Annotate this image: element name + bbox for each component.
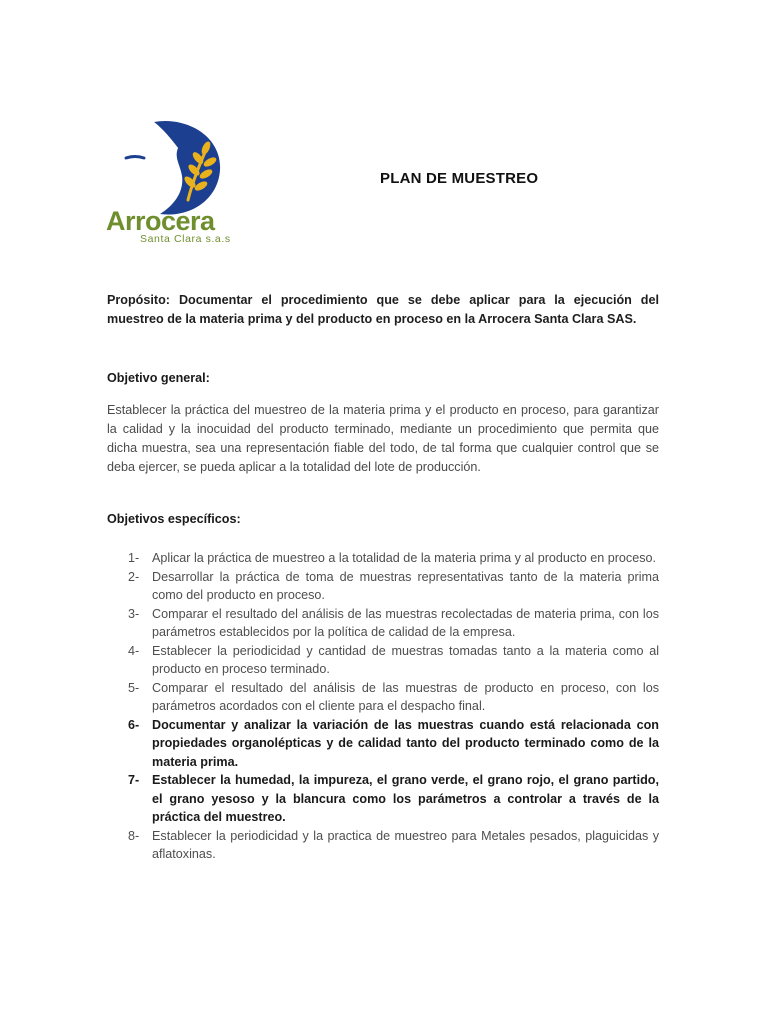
general-objective-text: Establecer la práctica del muestreo de la materia prima y el producto en proceso, para garantizar la calidad y la inocuidad del producto terminado, mediante un procedimiento que permita que dicha muestra, sea una representación fiable del todo, de tal forma que cualquier control que se deba ejercer, se pueda aplicar a la totalidad del lote de producción. <box>107 403 659 474</box>
list-item-number: 3- <box>128 606 140 621</box>
specific-objectives-list <box>107 549 659 864</box>
list-item <box>107 716 659 772</box>
list-item-text: Documentar y analizar la variación de las muestras cuando está relacionada con propiedades organolépticas y de calidad tanto del producto terminado como de la materia prima. <box>152 717 659 769</box>
document-title: PLAN DE MUESTREO <box>380 170 539 187</box>
list-item-text: Comparar el resultado del análisis de las muestras de producto en proceso, con los parámetros acordados con el cliente para el despacho final. <box>152 680 659 713</box>
list-item-number: 2- <box>128 569 140 584</box>
list-item <box>107 827 659 864</box>
specific-objectives-heading: Objetivos específicos: <box>107 512 241 526</box>
list-item-number: 1- <box>128 551 140 565</box>
purpose-paragraph <box>107 291 659 329</box>
list-item-text: Establecer la humedad, la impureza, el grano verde, el grano rojo, el grano partido, el grano yesoso y la blancura como los parámetros a controlar a través de la práctica del muestreo. <box>152 773 659 824</box>
company-logo <box>104 118 231 248</box>
list-item <box>107 771 659 827</box>
list-item-number: 7- <box>128 773 140 787</box>
list-item-text: Establecer la periodicidad y cantidad de muestras tomadas tanto a la materia como al producto en proceso terminado. <box>152 643 659 676</box>
general-objective-heading: Objetivo general: <box>107 371 210 385</box>
purpose-label: Propósito: <box>107 293 170 307</box>
list-item-text: Aplicar la práctica de muestreo a la totalidad de la materia prima y al producto en proceso. <box>152 551 657 565</box>
logo-name-text: Arrocera <box>106 206 215 236</box>
list-item <box>107 568 659 605</box>
list-item-number: 5- <box>128 680 140 695</box>
list-item-number: 4- <box>128 643 140 658</box>
logo-emblem-icon <box>124 118 224 218</box>
list-item-text: Desarrollar la práctica de toma de muestras representativas tanto de la materia prima como del producto en proceso. <box>152 569 659 602</box>
logo-subtitle-text: Santa Clara s.a.s <box>140 233 231 245</box>
list-item <box>107 642 659 679</box>
list-item <box>107 605 659 642</box>
list-item <box>107 549 659 568</box>
list-item-number: 6- <box>128 717 140 732</box>
list-item <box>107 679 659 716</box>
purpose-text: Documentar el procedimiento que se debe aplicar para la ejecución del muestreo de la materia prima y del producto en proceso en la Arrocera Santa Clara SAS. <box>107 293 660 326</box>
list-item-number: 8- <box>128 828 140 843</box>
list-item-text: Establecer la periodicidad y la practica de muestreo para Metales pesados, plaguicidas y aflatoxinas. <box>152 828 659 861</box>
list-item-text: Comparar el resultado del análisis de las muestras recolectadas de materia prima, con los parámetros establecidos por la política de calidad de la empresa. <box>152 606 659 639</box>
